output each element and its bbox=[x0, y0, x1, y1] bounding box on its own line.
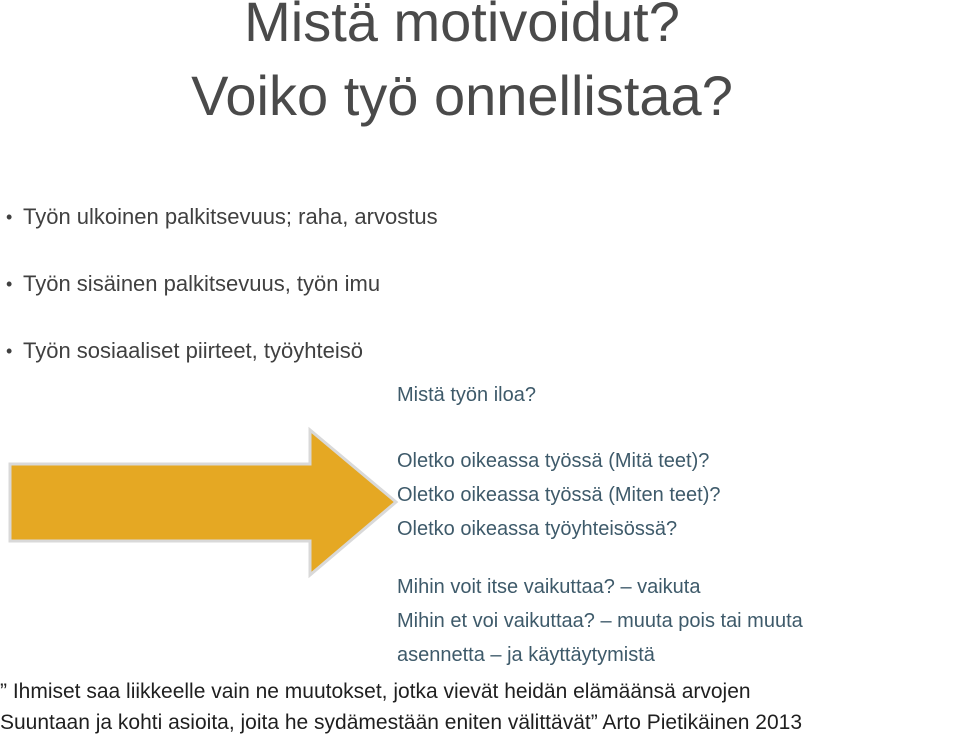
bullet-dot: • bbox=[6, 274, 13, 294]
bullet-list bbox=[6, 200, 438, 401]
bullet-item bbox=[6, 334, 438, 401]
bullet-dot: • bbox=[6, 207, 13, 227]
question-line: Oletko oikeassa työyhteisössä? bbox=[397, 518, 678, 540]
question-line: Mihin voit itse vaikuttaa? – vaikuta bbox=[397, 576, 701, 598]
question-line: Oletko oikeassa työssä (Mitä teet)? bbox=[397, 450, 710, 472]
bullet-text: Työn sosiaaliset piirteet, työyhteisö bbox=[23, 338, 363, 363]
question-line: Oletko oikeassa työssä (Miten teet)? bbox=[397, 484, 721, 506]
slide-title-line-2: Voiko työ onnellistaa? bbox=[191, 64, 733, 127]
bullet-text: Työn ulkoinen palkitsevuus; raha, arvostus bbox=[23, 204, 438, 229]
question-group-2 bbox=[397, 570, 803, 672]
quote-line-2: Suuntaan ja kohti asioita, joita he sydämestään eniten välittävät” Arto Pietikäinen 2013 bbox=[0, 711, 803, 734]
question-heading-text: Mistä työn iloa? bbox=[397, 384, 536, 406]
bullet-item bbox=[6, 267, 438, 334]
question-group-1 bbox=[397, 444, 720, 546]
quote-line-1: ” Ihmiset saa liikkeelle vain ne muutokset, jotka vievät heidän elämäänsä arvojen bbox=[0, 680, 751, 703]
question-line: Mihin et voi vaikuttaa? – muuta pois tai muuta bbox=[397, 610, 803, 632]
bullet-item bbox=[6, 200, 438, 267]
question-heading bbox=[397, 378, 536, 412]
slide-title-line-1: Mistä motivoidut? bbox=[244, 0, 680, 53]
right-arrow-icon bbox=[0, 420, 400, 585]
question-line: asennetta – ja käyttäytymistä bbox=[397, 644, 655, 666]
arrow-shape bbox=[10, 430, 396, 575]
bullet-text: Työn sisäinen palkitsevuus, työn imu bbox=[23, 271, 381, 296]
bullet-dot: • bbox=[6, 341, 13, 361]
